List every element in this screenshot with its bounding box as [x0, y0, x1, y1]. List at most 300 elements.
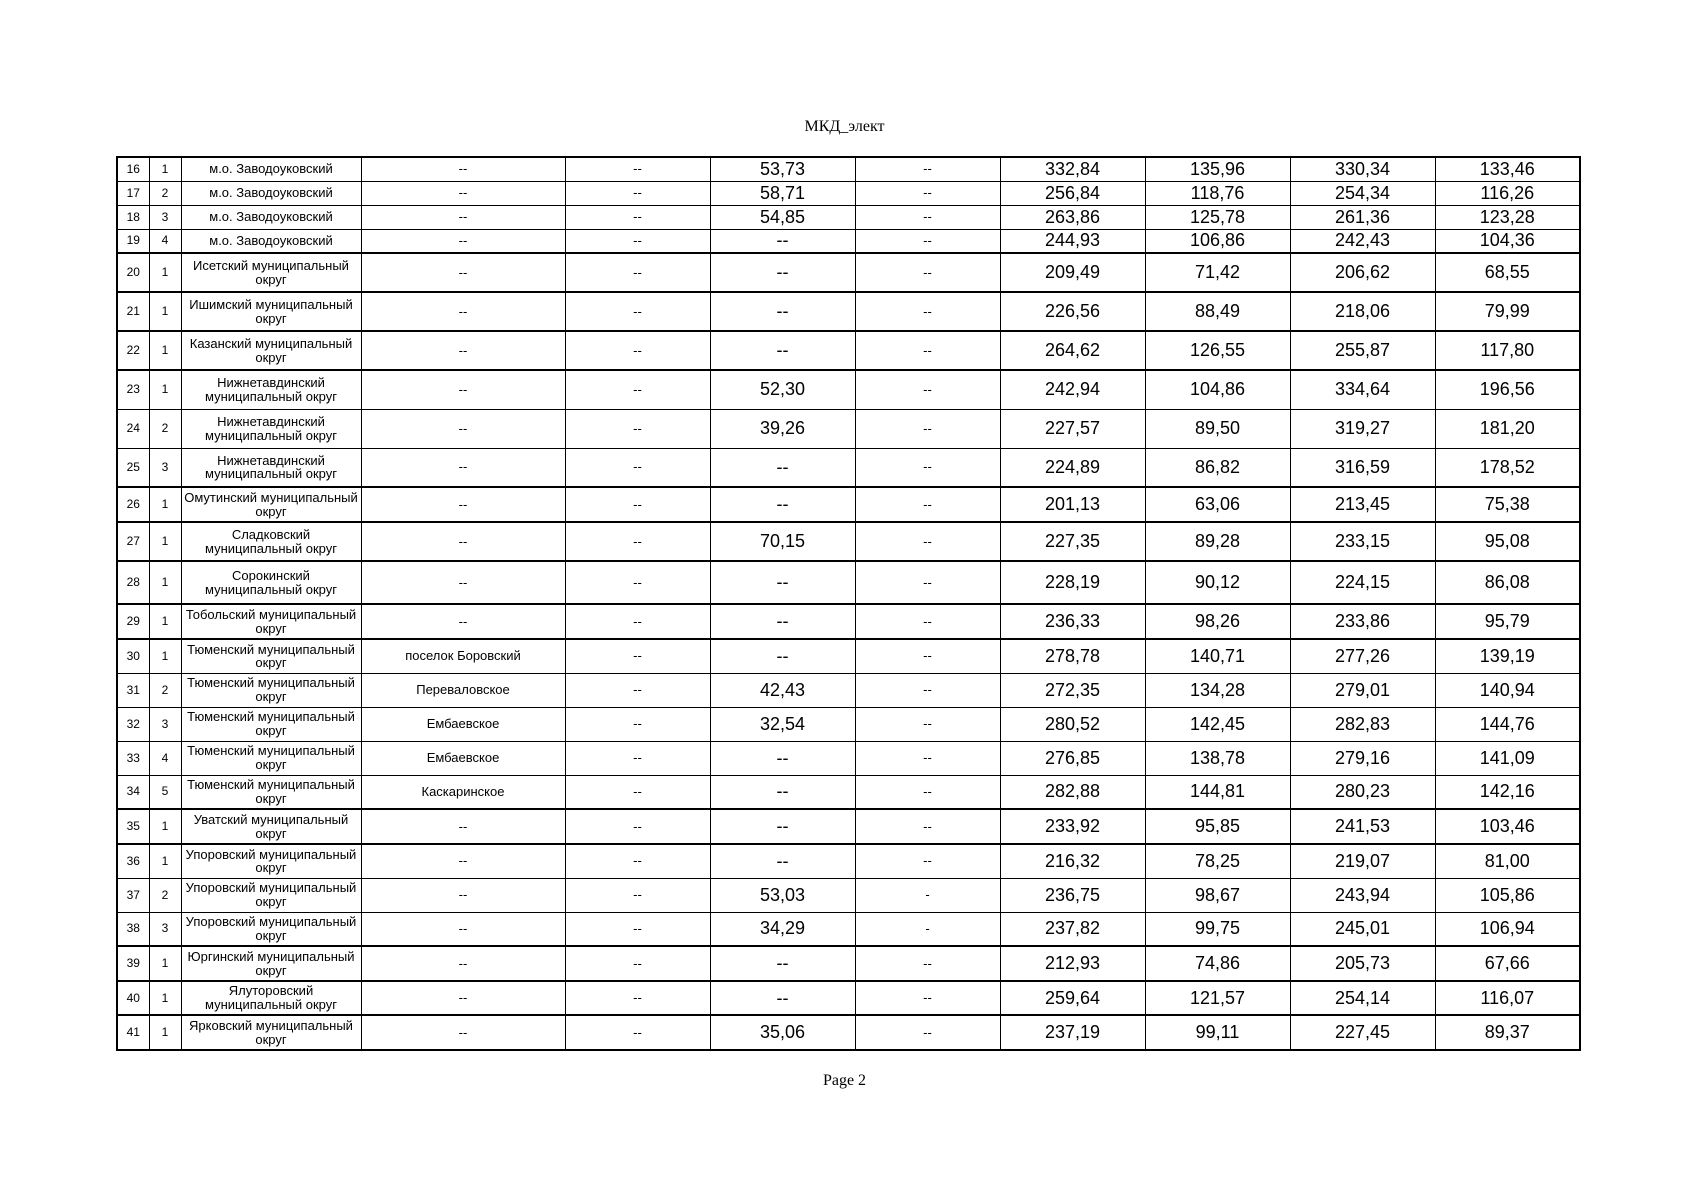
value-cell-6: 330,34	[1290, 157, 1435, 181]
value-cell-6: 219,07	[1290, 844, 1435, 878]
value-cell-4: 244,93	[1000, 229, 1145, 253]
row-number-cell: 28	[117, 561, 149, 604]
value-cell-3: --	[855, 981, 1000, 1015]
value-cell-3: -	[855, 878, 1000, 912]
value-cell-4: 212,93	[1000, 946, 1145, 981]
value-cell-5: 121,57	[1145, 981, 1290, 1015]
table-row	[117, 673, 1580, 707]
sub-number-cell: 1	[149, 946, 181, 981]
settlement-cell: --	[361, 604, 565, 639]
value-cell-7: 103,46	[1435, 809, 1580, 844]
value-cell-4: 282,88	[1000, 775, 1145, 809]
value-cell-4: 256,84	[1000, 181, 1145, 205]
value-cell-6: 254,14	[1290, 981, 1435, 1015]
value-cell-3: --	[855, 844, 1000, 878]
row-number-cell: 16	[117, 157, 149, 181]
value-cell-2: --	[710, 292, 855, 331]
value-cell-7: 144,76	[1435, 707, 1580, 741]
value-cell-6: 261,36	[1290, 205, 1435, 229]
value-cell-4: 280,52	[1000, 707, 1145, 741]
sub-number-cell: 1	[149, 292, 181, 331]
value-cell-7: 123,28	[1435, 205, 1580, 229]
table-row	[117, 912, 1580, 946]
settlement-cell: --	[361, 331, 565, 370]
value-cell-4: 276,85	[1000, 741, 1145, 775]
row-number-cell: 24	[117, 409, 149, 448]
value-cell-6: 205,73	[1290, 946, 1435, 981]
value-cell-1: --	[565, 809, 710, 844]
value-cell-6: 255,87	[1290, 331, 1435, 370]
value-cell-4: 264,62	[1000, 331, 1145, 370]
sub-number-cell: 3	[149, 912, 181, 946]
value-cell-5: 86,82	[1145, 448, 1290, 487]
sub-number-cell: 3	[149, 205, 181, 229]
row-number-cell: 19	[117, 229, 149, 253]
table-body	[117, 157, 1580, 1050]
value-cell-1: --	[565, 370, 710, 409]
row-number-cell: 20	[117, 253, 149, 292]
table-row	[117, 878, 1580, 912]
value-cell-1: --	[565, 229, 710, 253]
row-number-cell: 31	[117, 673, 149, 707]
sub-number-cell: 1	[149, 1015, 181, 1050]
table-row	[117, 292, 1580, 331]
municipality-cell: Исетский муниципальный округ	[181, 253, 361, 292]
row-number-cell: 41	[117, 1015, 149, 1050]
sub-number-cell: 4	[149, 741, 181, 775]
value-cell-6: 254,34	[1290, 181, 1435, 205]
value-cell-2: 54,85	[710, 205, 855, 229]
value-cell-5: 99,75	[1145, 912, 1290, 946]
value-cell-2: 32,54	[710, 707, 855, 741]
value-cell-5: 88,49	[1145, 292, 1290, 331]
municipality-cell: Тобольский муниципальный округ	[181, 604, 361, 639]
value-cell-2: --	[710, 639, 855, 673]
value-cell-1: --	[565, 181, 710, 205]
value-cell-6: 241,53	[1290, 809, 1435, 844]
sub-number-cell: 2	[149, 878, 181, 912]
value-cell-2: 70,15	[710, 522, 855, 561]
value-cell-4: 201,13	[1000, 487, 1145, 522]
value-cell-3: --	[855, 775, 1000, 809]
settlement-cell: --	[361, 946, 565, 981]
value-cell-6: 280,23	[1290, 775, 1435, 809]
value-cell-4: 228,19	[1000, 561, 1145, 604]
row-number-cell: 26	[117, 487, 149, 522]
sub-number-cell: 1	[149, 522, 181, 561]
value-cell-7: 79,99	[1435, 292, 1580, 331]
value-cell-4: 237,82	[1000, 912, 1145, 946]
value-cell-5: 95,85	[1145, 809, 1290, 844]
settlement-cell: Ембаевское	[361, 741, 565, 775]
municipality-cell: Сладковский муниципальный округ	[181, 522, 361, 561]
page-header-title: МКД_элект	[804, 118, 885, 135]
value-cell-1: --	[565, 448, 710, 487]
sub-number-cell: 1	[149, 639, 181, 673]
value-cell-1: --	[565, 741, 710, 775]
value-cell-2: --	[710, 487, 855, 522]
sub-number-cell: 2	[149, 673, 181, 707]
municipality-cell: Сорокинский муниципальный округ	[181, 561, 361, 604]
value-cell-7: 140,94	[1435, 673, 1580, 707]
value-cell-3: --	[855, 561, 1000, 604]
sub-number-cell: 5	[149, 775, 181, 809]
value-cell-5: 90,12	[1145, 561, 1290, 604]
value-cell-7: 117,80	[1435, 331, 1580, 370]
settlement-cell: --	[361, 292, 565, 331]
value-cell-3: --	[855, 229, 1000, 253]
value-cell-7: 116,26	[1435, 181, 1580, 205]
value-cell-5: 74,86	[1145, 946, 1290, 981]
value-cell-5: 98,67	[1145, 878, 1290, 912]
value-cell-3: --	[855, 1015, 1000, 1050]
value-cell-6: 243,94	[1290, 878, 1435, 912]
value-cell-6: 334,64	[1290, 370, 1435, 409]
municipality-cell: Омутинский муниципальный округ	[181, 487, 361, 522]
value-cell-1: --	[565, 205, 710, 229]
value-cell-4: 332,84	[1000, 157, 1145, 181]
row-number-cell: 37	[117, 878, 149, 912]
table-row	[117, 448, 1580, 487]
value-cell-5: 78,25	[1145, 844, 1290, 878]
value-cell-6: 224,15	[1290, 561, 1435, 604]
value-cell-1: --	[565, 946, 710, 981]
row-number-cell: 39	[117, 946, 149, 981]
value-cell-7: 81,00	[1435, 844, 1580, 878]
value-cell-2: 39,26	[710, 409, 855, 448]
value-cell-7: 95,79	[1435, 604, 1580, 639]
value-cell-7: 178,52	[1435, 448, 1580, 487]
value-cell-1: --	[565, 331, 710, 370]
municipality-cell: Казанский муниципальный округ	[181, 331, 361, 370]
settlement-cell: --	[361, 205, 565, 229]
value-cell-5: 118,76	[1145, 181, 1290, 205]
municipality-cell: Нижнетавдинский муниципальный округ	[181, 370, 361, 409]
table-row	[117, 229, 1580, 253]
table-row	[117, 741, 1580, 775]
settlement-cell: --	[361, 981, 565, 1015]
value-cell-6: 213,45	[1290, 487, 1435, 522]
value-cell-2: 35,06	[710, 1015, 855, 1050]
value-cell-4: 216,32	[1000, 844, 1145, 878]
sub-number-cell: 1	[149, 604, 181, 639]
settlement-cell: --	[361, 844, 565, 878]
value-cell-2: --	[710, 775, 855, 809]
value-cell-1: --	[565, 292, 710, 331]
sub-number-cell: 2	[149, 409, 181, 448]
value-cell-4: 233,92	[1000, 809, 1145, 844]
settlement-cell: Переваловское	[361, 673, 565, 707]
value-cell-1: --	[565, 673, 710, 707]
value-cell-3: --	[855, 946, 1000, 981]
value-cell-2: --	[710, 946, 855, 981]
value-cell-3: --	[855, 181, 1000, 205]
table-row	[117, 157, 1580, 181]
value-cell-4: 209,49	[1000, 253, 1145, 292]
sub-number-cell: 3	[149, 448, 181, 487]
value-cell-5: 125,78	[1145, 205, 1290, 229]
row-number-cell: 35	[117, 809, 149, 844]
value-cell-5: 126,55	[1145, 331, 1290, 370]
municipality-cell: Нижнетавдинский муниципальный округ	[181, 448, 361, 487]
municipality-cell: Уватский муниципальный округ	[181, 809, 361, 844]
settlement-cell: --	[361, 1015, 565, 1050]
value-cell-3: --	[855, 741, 1000, 775]
table-row	[117, 844, 1580, 878]
row-number-cell: 17	[117, 181, 149, 205]
value-cell-7: 106,94	[1435, 912, 1580, 946]
value-cell-5: 104,86	[1145, 370, 1290, 409]
value-cell-6: 279,01	[1290, 673, 1435, 707]
sub-number-cell: 1	[149, 370, 181, 409]
value-cell-4: 227,57	[1000, 409, 1145, 448]
value-cell-7: 142,16	[1435, 775, 1580, 809]
value-cell-7: 89,37	[1435, 1015, 1580, 1050]
table-row	[117, 775, 1580, 809]
value-cell-3: --	[855, 409, 1000, 448]
table-row	[117, 331, 1580, 370]
row-number-cell: 36	[117, 844, 149, 878]
sub-number-cell: 1	[149, 844, 181, 878]
settlement-cell: --	[361, 181, 565, 205]
value-cell-1: --	[565, 487, 710, 522]
table-row	[117, 253, 1580, 292]
value-cell-2: --	[710, 331, 855, 370]
value-cell-2: 53,03	[710, 878, 855, 912]
value-cell-6: 233,15	[1290, 522, 1435, 561]
sub-number-cell: 4	[149, 229, 181, 253]
value-cell-2: --	[710, 448, 855, 487]
value-cell-6: 233,86	[1290, 604, 1435, 639]
value-cell-3: --	[855, 487, 1000, 522]
value-cell-2: --	[710, 981, 855, 1015]
value-cell-4: 224,89	[1000, 448, 1145, 487]
value-cell-2: --	[710, 844, 855, 878]
value-cell-5: 106,86	[1145, 229, 1290, 253]
value-cell-5: 142,45	[1145, 707, 1290, 741]
value-cell-6: 227,45	[1290, 1015, 1435, 1050]
value-cell-5: 138,78	[1145, 741, 1290, 775]
value-cell-3: --	[855, 522, 1000, 561]
value-cell-6: 242,43	[1290, 229, 1435, 253]
value-cell-5: 99,11	[1145, 1015, 1290, 1050]
value-cell-3: -	[855, 912, 1000, 946]
value-cell-2: --	[710, 809, 855, 844]
value-cell-1: --	[565, 253, 710, 292]
value-cell-3: --	[855, 331, 1000, 370]
value-cell-5: 135,96	[1145, 157, 1290, 181]
value-cell-2: --	[710, 561, 855, 604]
value-cell-1: --	[565, 707, 710, 741]
value-cell-1: --	[565, 775, 710, 809]
value-cell-5: 134,28	[1145, 673, 1290, 707]
value-cell-1: --	[565, 639, 710, 673]
value-cell-4: 236,33	[1000, 604, 1145, 639]
value-cell-4: 263,86	[1000, 205, 1145, 229]
value-cell-6: 245,01	[1290, 912, 1435, 946]
municipality-cell: Ялуторовский муниципальный округ	[181, 981, 361, 1015]
value-cell-4: 226,56	[1000, 292, 1145, 331]
municipality-cell: Тюменский муниципальный округ	[181, 741, 361, 775]
row-number-cell: 32	[117, 707, 149, 741]
value-cell-4: 237,19	[1000, 1015, 1145, 1050]
value-cell-3: --	[855, 292, 1000, 331]
value-cell-1: --	[565, 604, 710, 639]
value-cell-6: 316,59	[1290, 448, 1435, 487]
row-number-cell: 27	[117, 522, 149, 561]
settlement-cell: --	[361, 522, 565, 561]
municipality-cell: Упоровский муниципальный округ	[181, 912, 361, 946]
row-number-cell: 40	[117, 981, 149, 1015]
table-row	[117, 946, 1580, 981]
table-row	[117, 205, 1580, 229]
value-cell-6: 206,62	[1290, 253, 1435, 292]
sub-number-cell: 3	[149, 707, 181, 741]
settlement-cell: --	[361, 370, 565, 409]
value-cell-6: 279,16	[1290, 741, 1435, 775]
value-cell-4: 227,35	[1000, 522, 1145, 561]
value-cell-3: --	[855, 673, 1000, 707]
row-number-cell: 25	[117, 448, 149, 487]
row-number-cell: 21	[117, 292, 149, 331]
value-cell-2: --	[710, 741, 855, 775]
value-cell-3: --	[855, 639, 1000, 673]
value-cell-7: 133,46	[1435, 157, 1580, 181]
value-cell-5: 89,50	[1145, 409, 1290, 448]
municipality-cell: Тюменский муниципальный округ	[181, 639, 361, 673]
municipality-cell: Тюменский муниципальный округ	[181, 775, 361, 809]
value-cell-7: 104,36	[1435, 229, 1580, 253]
value-cell-6: 277,26	[1290, 639, 1435, 673]
value-cell-3: --	[855, 157, 1000, 181]
municipality-cell: Ярковский муниципальный округ	[181, 1015, 361, 1050]
sub-number-cell: 1	[149, 809, 181, 844]
value-cell-5: 89,28	[1145, 522, 1290, 561]
settlement-cell: Каскаринское	[361, 775, 565, 809]
value-cell-3: --	[855, 205, 1000, 229]
value-cell-3: --	[855, 370, 1000, 409]
table-row	[117, 604, 1580, 639]
sub-number-cell: 2	[149, 181, 181, 205]
municipality-cell: Юргинский муниципальный округ	[181, 946, 361, 981]
table-row	[117, 639, 1580, 673]
table-row	[117, 370, 1580, 409]
sub-number-cell: 1	[149, 253, 181, 292]
table-row	[117, 487, 1580, 522]
value-cell-7: 116,07	[1435, 981, 1580, 1015]
sub-number-cell: 1	[149, 487, 181, 522]
value-cell-1: --	[565, 981, 710, 1015]
value-cell-5: 140,71	[1145, 639, 1290, 673]
value-cell-1: --	[565, 878, 710, 912]
value-cell-2: 42,43	[710, 673, 855, 707]
municipality-cell: Ишимский муниципальный округ	[181, 292, 361, 331]
value-cell-1: --	[565, 912, 710, 946]
value-cell-5: 63,06	[1145, 487, 1290, 522]
value-cell-7: 196,56	[1435, 370, 1580, 409]
settlement-cell: --	[361, 809, 565, 844]
row-number-cell: 33	[117, 741, 149, 775]
row-number-cell: 23	[117, 370, 149, 409]
settlement-cell: --	[361, 561, 565, 604]
value-cell-4: 278,78	[1000, 639, 1145, 673]
value-cell-7: 139,19	[1435, 639, 1580, 673]
value-cell-2: 34,29	[710, 912, 855, 946]
table-row	[117, 409, 1580, 448]
value-cell-1: --	[565, 1015, 710, 1050]
value-cell-2: 53,73	[710, 157, 855, 181]
sub-number-cell: 1	[149, 981, 181, 1015]
settlement-cell: --	[361, 448, 565, 487]
settlement-cell: Ембаевское	[361, 707, 565, 741]
page-footer-label: Page 2	[822, 1072, 867, 1089]
row-number-cell: 18	[117, 205, 149, 229]
value-cell-6: 218,06	[1290, 292, 1435, 331]
value-cell-2: 52,30	[710, 370, 855, 409]
municipality-cell: Упоровский муниципальный округ	[181, 878, 361, 912]
table-row	[117, 981, 1580, 1015]
row-number-cell: 29	[117, 604, 149, 639]
table-row	[117, 1015, 1580, 1050]
table-row	[117, 809, 1580, 844]
municipality-cell: м.о. Заводоуковский	[181, 205, 361, 229]
row-number-cell: 22	[117, 331, 149, 370]
value-cell-3: --	[855, 707, 1000, 741]
value-cell-7: 67,66	[1435, 946, 1580, 981]
value-cell-3: --	[855, 809, 1000, 844]
value-cell-1: --	[565, 522, 710, 561]
table-row	[117, 707, 1580, 741]
settlement-cell: поселок Боровский	[361, 639, 565, 673]
municipality-cell: Тюменский муниципальный округ	[181, 673, 361, 707]
value-cell-6: 282,83	[1290, 707, 1435, 741]
table-row	[117, 561, 1580, 604]
value-cell-3: --	[855, 253, 1000, 292]
value-cell-7: 75,38	[1435, 487, 1580, 522]
sub-number-cell: 1	[149, 561, 181, 604]
value-cell-1: --	[565, 844, 710, 878]
value-cell-7: 68,55	[1435, 253, 1580, 292]
value-cell-2: --	[710, 604, 855, 639]
row-number-cell: 38	[117, 912, 149, 946]
value-cell-7: 141,09	[1435, 741, 1580, 775]
value-cell-3: --	[855, 448, 1000, 487]
value-cell-5: 98,26	[1145, 604, 1290, 639]
value-cell-4: 259,64	[1000, 981, 1145, 1015]
value-cell-7: 181,20	[1435, 409, 1580, 448]
value-cell-2: --	[710, 229, 855, 253]
municipality-cell: м.о. Заводоуковский	[181, 229, 361, 253]
value-cell-1: --	[565, 157, 710, 181]
table-row	[117, 181, 1580, 205]
value-cell-5: 144,81	[1145, 775, 1290, 809]
value-cell-4: 236,75	[1000, 878, 1145, 912]
value-cell-1: --	[565, 561, 710, 604]
value-cell-7: 105,86	[1435, 878, 1580, 912]
value-cell-7: 95,08	[1435, 522, 1580, 561]
settlement-cell: --	[361, 157, 565, 181]
settlement-cell: --	[361, 409, 565, 448]
sub-number-cell: 1	[149, 331, 181, 370]
row-number-cell: 30	[117, 639, 149, 673]
row-number-cell: 34	[117, 775, 149, 809]
value-cell-5: 71,42	[1145, 253, 1290, 292]
municipality-cell: м.о. Заводоуковский	[181, 157, 361, 181]
settlement-cell: --	[361, 912, 565, 946]
settlement-cell: --	[361, 229, 565, 253]
settlement-cell: --	[361, 878, 565, 912]
municipality-cell: Упоровский муниципальный округ	[181, 844, 361, 878]
